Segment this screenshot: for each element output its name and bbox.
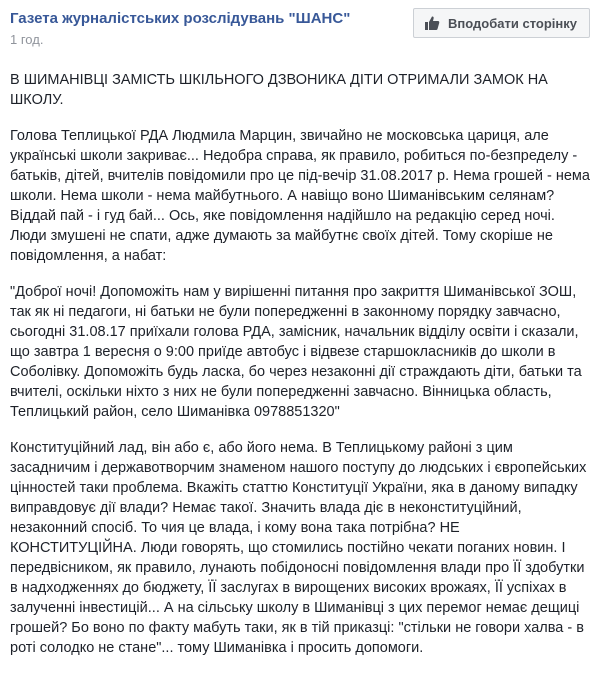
post-headline: В ШИМАНІВЦІ ЗАМІСТЬ ШКІЛЬНОГО ДЗВОНИКА ДІТИ ОТРИМАЛИ ЗАМОК НА ШКОЛУ. — [10, 72, 548, 108]
post-text — [10, 70, 590, 674]
like-page-label: Вподобати сторінку — [448, 15, 577, 31]
page-name-link[interactable]: Газета журналістських розслідувань "ШАНС" — [10, 10, 351, 27]
thumbs-up-icon — [424, 15, 440, 31]
post-quote: "Доброї ночі! Допоможіть нам у вирішенні питання про закриття Шиманівської ЗОШ, так як ні педагоги, ні батьки не були попередженні в законному порядку завчасно, сьогодні 31.08.17 приїхали голова РДА, замісник, начальник відділу освіти і сказали, що завтра 1 вересня о 9:00 приїде автобус і відвезе старшокласників до школи в Соболівку. Допоможіть будь ласка, бо через незаконні дії страждають діти, батьки та вчителі, оскільки ніхто з них не були попередженні завчасно. Вінницька область, Теплицький район, село Шиманівка 0978851320" — [10, 284, 582, 420]
like-page-button[interactable] — [413, 8, 590, 38]
post-paragraph: Голова Теплицької РДА Людмила Марцин, звичайно не московська цариця, але українські школи закриває... Недобра справа, як правило, робиться по-безпределу - батьків, дітей, вчителів повідомили про це під-вечір 31.08.2017 р. Нема грошей - нема школи. Нема школи - нема майбутнього. А навіщо воно Шиманівським селянам? Віддай пай - і гуд бай... Ось, яке повідомлення надійшло на редакцію серед ночі. Люди змушені не спати, адже думають за майбутнє своїх дітей. Тому скоріше не повідомлення, а набат: — [10, 128, 590, 264]
post-paragraph: Конституційний лад, він або є, або його нема. В Теплицькому районі з цим засадничим і державотворчим знаменом нашого поступу до людських і європейських цінностей таки проблема. Вкажіть статтю Конституції України, яка в даному випадку виправдовує дії влади? Немає такої. Значить влада діє в неконституційний, незаконний спосіб. То чия це влада, і кому вона така потрібна? НЕ КОНСТИТУЦІЙНА. Люди говорять, що стомились постійно чекати поганих новин. І передвісником, як правило, лунають побідоносні повідомлення влади про ЇЇ здобутки в надходженнях до бюджету, ЇЇ заслугах в вирощених високих врожаях, ЇЇ успіхах в залученні інвестицій... А на сільську школу в Шиманівці з цих перемог немає дещиці грошей? Бо воно по факту мабуть таки, як в тій приказці: "стільки не говори халва - в роті солодко не стане"... тому Шиманівка і просить допомоги. — [10, 440, 587, 656]
post-timestamp[interactable]: 1 год. — [10, 32, 44, 47]
post-header — [10, 8, 590, 48]
